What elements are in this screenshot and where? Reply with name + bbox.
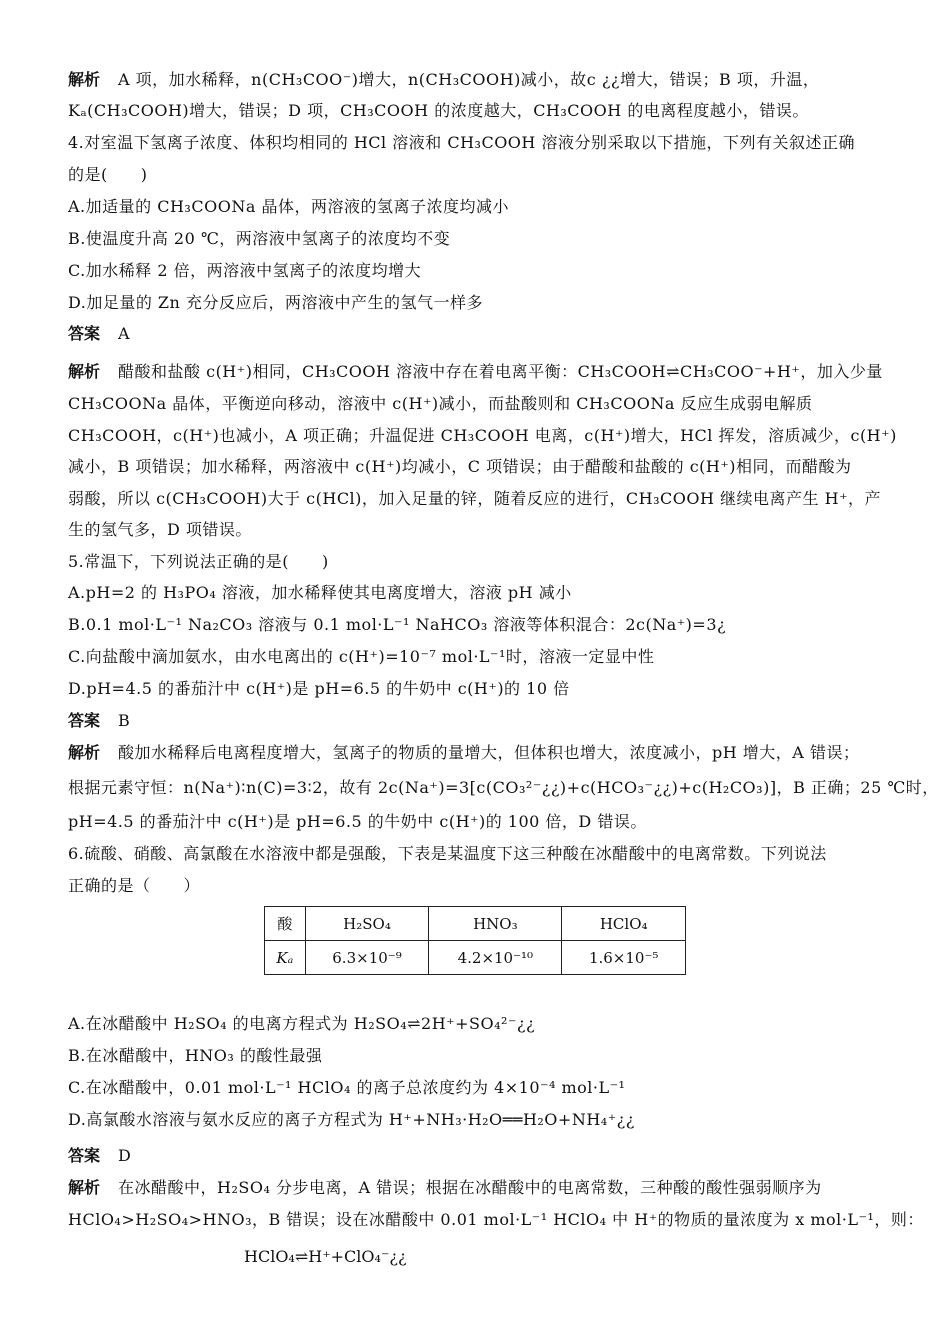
text-line	[68, 424, 897, 448]
line-text: 正确的是（ ）	[68, 876, 201, 895]
text-line	[68, 487, 880, 511]
text-line	[68, 518, 880, 542]
table-cell: 4.2×10⁻¹⁰	[429, 941, 562, 975]
text-line	[68, 677, 880, 701]
text-line	[68, 195, 880, 219]
line-text: 根据元素守恒：n(Na⁺)∶n(C)=3∶2，故有 2c(Na⁺)=3[c(CO₃²⁻¿¿)+c(HCO₃⁻¿¿)+c(H₂CO₃)]，B 正确；25 ℃时，	[68, 778, 939, 797]
text-line	[68, 322, 880, 346]
line-text: 6.硫酸、硝酸、高氯酸在水溶液中都是强酸，下表是某温度下这三种酸在冰醋酸中的电离常数。下列说法	[68, 844, 827, 863]
line-text: C.在冰醋酸中，0.01 mol·L⁻¹ HClO₄ 的离子总浓度约为 4×10⁻⁴ mol·L⁻¹	[68, 1078, 626, 1097]
table-row	[265, 941, 686, 975]
text-line	[68, 550, 880, 574]
text-line	[68, 709, 880, 733]
line-text: B.0.1 mol·L⁻¹ Na₂CO₃ 溶液与 0.1 mol·L⁻¹ NaHCO₃ 溶液等体积混合：2c(Na⁺)=3¿	[68, 615, 727, 634]
line-text: A.在冰醋酸中 H₂SO₄ 的电离方程式为 H₂SO₄⇌2H⁺+SO₄²⁻¿¿	[68, 1014, 536, 1033]
text-line	[68, 842, 880, 866]
line-text: 4.对室温下氢离子浓度、体积均相同的 HCl 溶液和 CH₃COOH 溶液分别采取以下措施，下列有关叙述正确	[68, 133, 855, 152]
line-text: 醋酸和盐酸 c(H⁺)相同，CH₃COOH 溶液中存在着电离平衡：CH₃COOH⇌CH₃COO⁻+H⁺，加入少量	[118, 362, 883, 381]
text-line	[68, 68, 880, 92]
text-line	[68, 392, 880, 416]
table-cell: Kₐ	[265, 941, 306, 975]
text-line	[68, 455, 880, 479]
line-text: A	[118, 324, 131, 343]
line-text: CH₃COONa 晶体，平衡逆向移动，溶液中 c(H⁺)减小，而盐酸则和 CH₃COONa 反应生成弱电解质	[68, 394, 813, 413]
line-text: D.pH=4.5 的番茄汁中 c(H⁺)是 pH=6.5 的牛奶中 c(H⁺)的 10 倍	[68, 679, 570, 698]
text-line	[68, 99, 880, 123]
text-line	[68, 1144, 880, 1168]
table-header-cell: 酸	[265, 907, 306, 941]
ionization-constant-table	[264, 906, 686, 975]
section-label: 答案	[68, 711, 101, 730]
line-text: B	[118, 711, 131, 730]
line-text: Kₐ(CH₃COOH)增大，错误；D 项，CH₃COOH 的浓度越大，CH₃COOH 的电离程度越小，错误。	[68, 101, 809, 120]
line-text: C.加水稀释 2 倍，两溶液中氢离子的浓度均增大	[68, 261, 422, 280]
line-text: B.在冰醋酸中，HNO₃ 的酸性最强	[68, 1046, 323, 1065]
text-line	[68, 1044, 880, 1068]
line-text: 5.常温下，下列说法正确的是( )	[68, 552, 329, 571]
section-label: 解析	[68, 362, 101, 381]
line-text: pH=4.5 的番茄汁中 c(H⁺)是 pH=6.5 的牛奶中 c(H⁺)的 100 倍，D 错误。	[68, 812, 647, 831]
ionization-equation: HClO₄⇌H⁺+ClO₄⁻¿¿	[244, 1247, 407, 1266]
section-label: 解析	[68, 1178, 101, 1197]
text-line	[68, 1176, 880, 1200]
text-line	[68, 776, 939, 800]
section-label: 解析	[68, 743, 101, 762]
line-text: D.高氯酸水溶液与氨水反应的离子方程式为 H⁺+NH₃·H₂O══H₂O+NH₄⁺¿¿	[68, 1110, 635, 1129]
text-line	[68, 613, 880, 637]
table-cell: 1.6×10⁻⁵	[562, 941, 686, 975]
text-line	[68, 227, 880, 251]
text-line	[68, 163, 880, 187]
text-line	[68, 360, 883, 384]
text-line	[68, 131, 880, 155]
text-line	[68, 291, 880, 315]
text-line	[68, 810, 880, 834]
line-text: D.加足量的 Zn 充分反应后，两溶液中产生的氢气一样多	[68, 293, 483, 312]
line-text: 酸加水稀释后电离程度增大，氢离子的物质的量增大，但体积也增大，浓度减小，pH 增大，A 错误；	[118, 743, 860, 762]
line-text: A 项，加水稀释，n(CH₃COO⁻)增大，n(CH₃COOH)减小，故c ¿¿增大，错误；B 项，升温，	[118, 70, 820, 89]
table-header-row	[265, 907, 686, 941]
section-label: 解析	[68, 70, 101, 89]
line-text: 生的氢气多，D 项错误。	[68, 520, 252, 539]
table-cell: 6.3×10⁻⁹	[305, 941, 429, 975]
line-text: 减小，B 项错误；加水稀释，两溶液中 c(H⁺)均减小，C 项错误；由于醋酸和盐酸的 c(H⁺)相同，而醋酸为	[68, 457, 852, 476]
text-line	[68, 1012, 880, 1036]
text-line	[68, 581, 880, 605]
text-line	[68, 645, 880, 669]
text-line	[68, 1108, 880, 1132]
line-text: D	[118, 1146, 132, 1165]
line-text: A.pH=2 的 H₃PO₄ 溶液，加水稀释使其电离度增大，溶液 pH 减小	[68, 583, 572, 602]
text-line	[68, 741, 880, 765]
table-header-cell: HClO₄	[562, 907, 686, 941]
line-text: HClO₄>H₂SO₄>HNO₃，B 错误；设在冰醋酸中 0.01 mol·L⁻¹ HClO₄ 中 H⁺的物质的量浓度为 x mol·L⁻¹，则：	[68, 1210, 924, 1229]
text-line	[68, 874, 880, 898]
table-header-cell: H₂SO₄	[305, 907, 429, 941]
line-text: 弱酸，所以 c(CH₃COOH)大于 c(HCl)，加入足量的锌，随着反应的进行，CH₃COOH 继续电离产生 H⁺，产	[68, 489, 882, 508]
text-line	[68, 259, 880, 283]
line-text: CH₃COOH，c(H⁺)也减小，A 项正确；升温促进 CH₃COOH 电离，c(H⁺)增大，HCl 挥发，溶质减少，c(H⁺)	[68, 426, 897, 445]
line-text: 的是( )	[68, 165, 148, 184]
section-label: 答案	[68, 1146, 101, 1165]
line-text: C.向盐酸中滴加氨水，由水电离出的 c(H⁺)=10⁻⁷ mol·L⁻¹时，溶液一定显中性	[68, 647, 655, 666]
line-text: B.使温度升高 20 ℃，两溶液中氢离子的浓度均不变	[68, 229, 451, 248]
section-label: 答案	[68, 324, 101, 343]
text-line	[68, 1076, 880, 1100]
text-line	[68, 1208, 924, 1232]
table-header-cell: HNO₃	[429, 907, 562, 941]
line-text: A.加适量的 CH₃COONa 晶体，两溶液的氢离子浓度均减小	[68, 197, 509, 216]
line-text: 在冰醋酸中，H₂SO₄ 分步电离，A 错误；根据在冰醋酸中的电离常数，三种酸的酸性强弱顺序为	[118, 1178, 822, 1197]
